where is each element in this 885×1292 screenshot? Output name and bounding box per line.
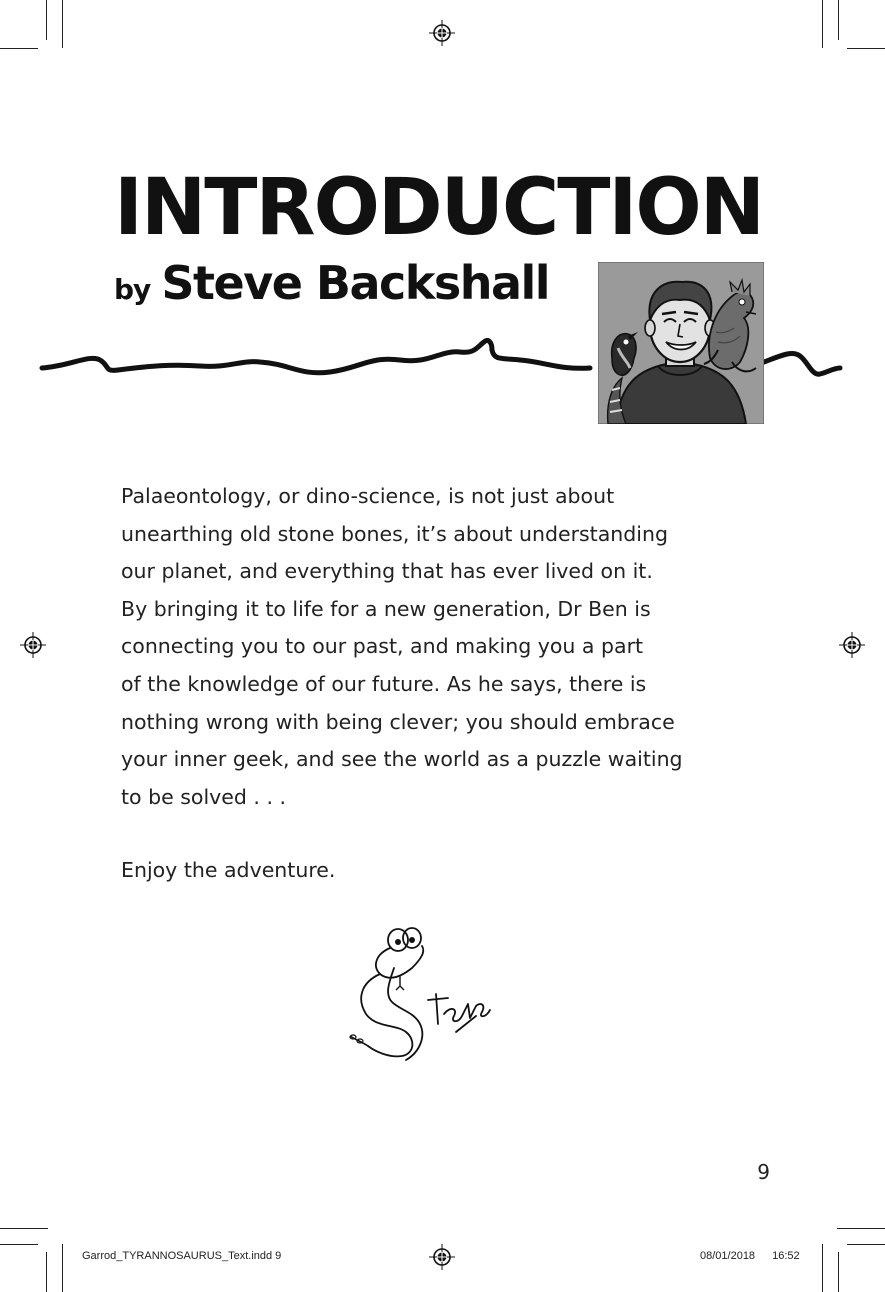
paragraph-line: to be solved . . .: [121, 784, 287, 809]
slug-time: 16:52: [772, 1250, 800, 1262]
registration-mark-bottom-icon: [429, 1244, 455, 1270]
signoff-text: Enjoy the adventure.: [121, 858, 336, 882]
paragraph-line: nothing wrong with being clever; you should embrace: [121, 709, 675, 734]
paragraph-line: your inner geek, and see the world as a puzzle waiting: [121, 747, 683, 772]
registration-mark-left-icon: [20, 632, 46, 658]
page-number: 9: [757, 1160, 770, 1184]
slug-filename: Garrod_TYRANNOSAURUS_Text.indd 9: [82, 1250, 282, 1262]
paragraph-line: Palaeontology, or dino-science, is not just about: [121, 484, 615, 508]
byline-author: Steve Backshall: [161, 256, 550, 310]
intro-paragraph: [121, 478, 761, 816]
paragraph-line: our planet, and everything that has ever lived on it.: [121, 559, 653, 584]
handwritten-signature: [340, 920, 510, 1070]
paragraph-line: of the knowledge of our future. As he says, there is: [121, 671, 647, 696]
paragraph-line: unearthing old stone bones, it’s about understanding: [121, 521, 668, 546]
paragraph-line: connecting you to our past, and making you a part: [121, 634, 644, 659]
author-portrait: [598, 262, 764, 424]
registration-mark-right-icon: [839, 632, 865, 658]
slug-date: 08/01/2018: [700, 1250, 756, 1262]
registration-mark-top-icon: [429, 20, 455, 46]
paragraph-line: By bringing it to life for a new generation, Dr Ben is: [121, 596, 651, 621]
byline: [114, 256, 549, 310]
byline-by: by: [114, 273, 151, 306]
slug-timestamp: [700, 1250, 800, 1262]
chapter-title: INTRODUCTION: [114, 163, 764, 253]
